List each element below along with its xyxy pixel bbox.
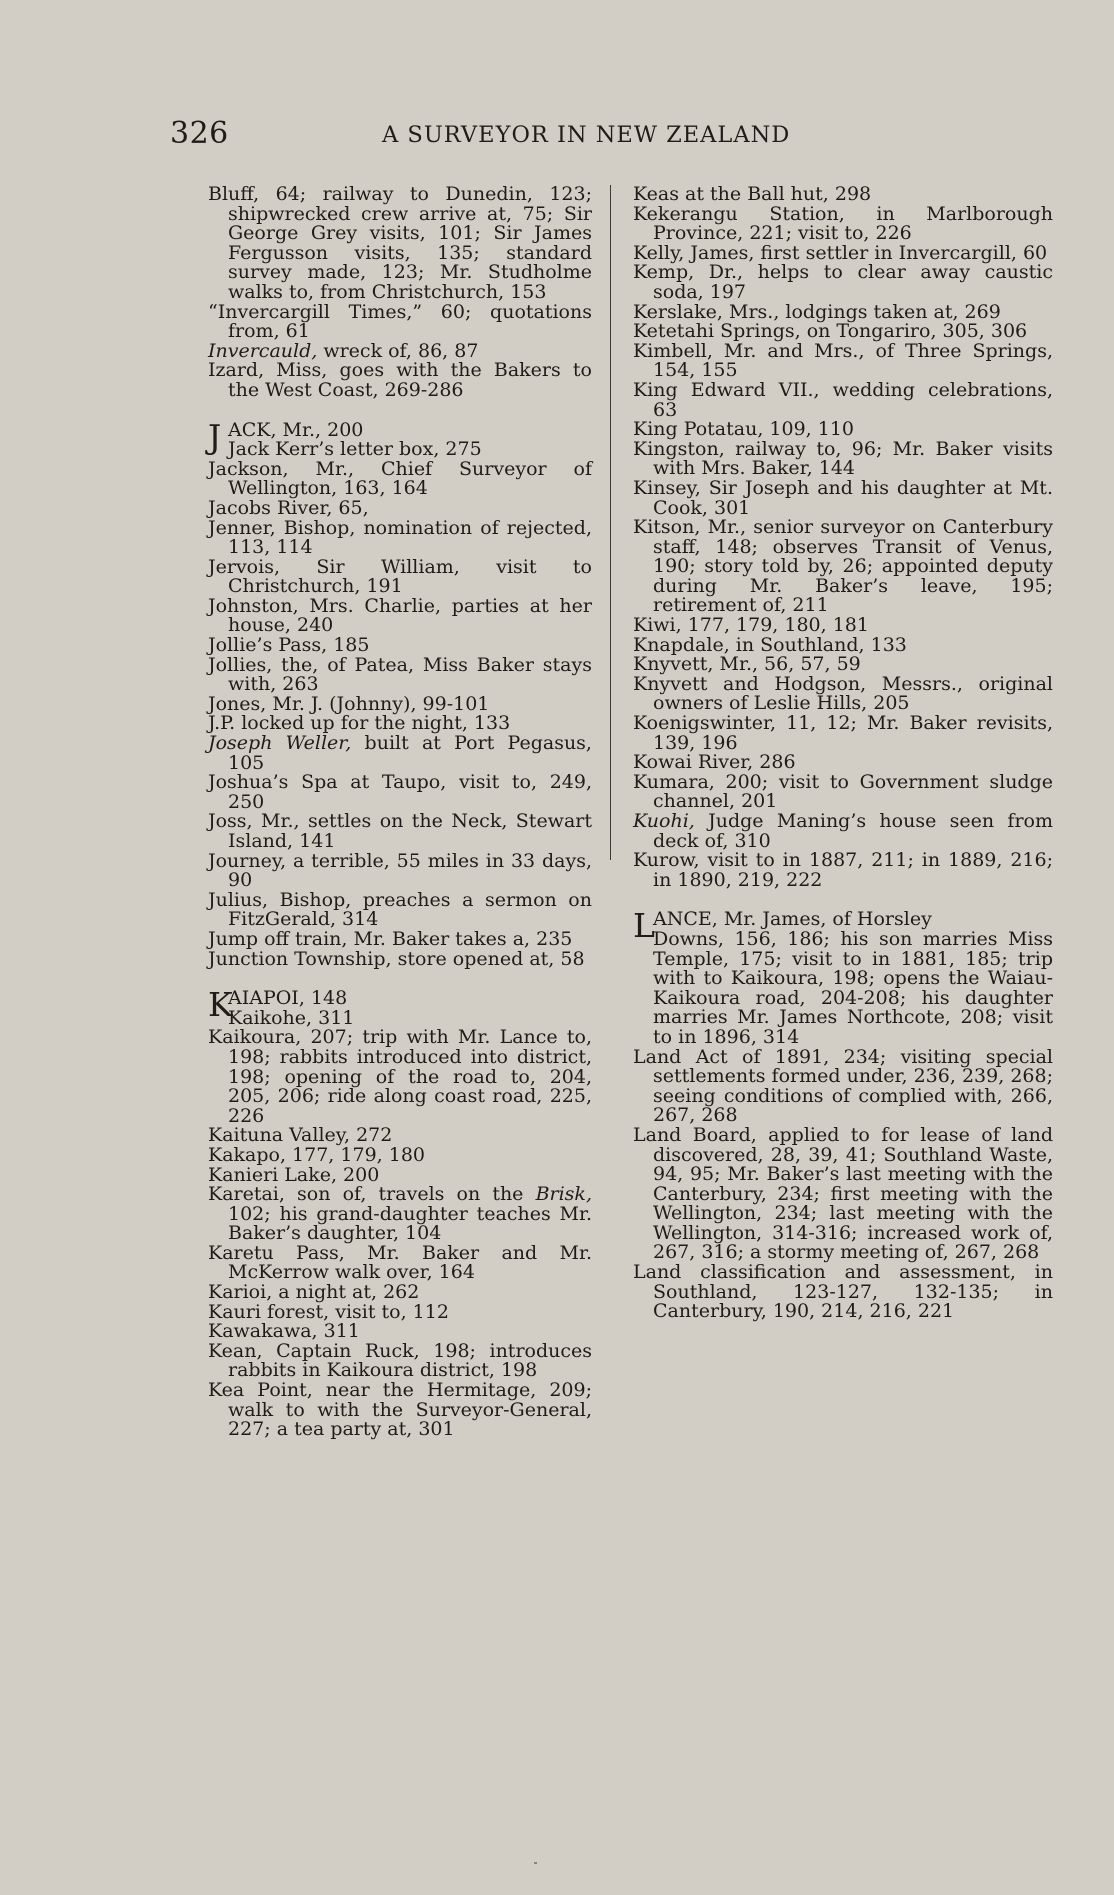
- index-entry: [208, 653, 592, 696]
- index-entry-text: Jackson, Mr., Chief Surveyor of Wellington, 163, 164: [208, 457, 592, 500]
- index-entry-text: Johnston, Mrs. Charlie, parties at her house, 240: [208, 594, 592, 637]
- index-entry: [633, 263, 1053, 302]
- index-entry: [633, 1123, 1053, 1264]
- index-entry-text: Jollie’s Pass, 185: [208, 634, 370, 657]
- index-entry-text: wreck of, 86, 87: [317, 339, 479, 362]
- index-entry-text: Jervois, Sir William, visit to Christchurch, 191: [208, 555, 592, 598]
- entry-italic-title: Kuohi,: [633, 810, 695, 832]
- index-entry-text: Julius, Bishop, preaches a sermon on FitzGerald, 314: [208, 888, 592, 931]
- index-entry: [208, 361, 592, 400]
- index-entry-text: J.P. locked up for the night, 133: [208, 712, 511, 735]
- index-entry-text: 102; his grand-daughter teaches Mr. Baker’s daughter, 104: [228, 1202, 592, 1245]
- index-entry: [633, 518, 1053, 616]
- index-entry: [208, 555, 592, 598]
- initial-letter: J: [208, 416, 222, 456]
- index-entry-text: King Potatau, 109, 110: [633, 418, 855, 441]
- index-entry-text: Ketetahi Springs, on Tongariro, 305, 306: [633, 320, 1028, 343]
- index-entry: [633, 339, 1053, 382]
- index-entry-text: Karioi, a night at, 262: [208, 1281, 420, 1304]
- section-gap: [633, 890, 1053, 910]
- index-entry-text: Kaikohe, 311: [228, 1006, 355, 1029]
- initial-letter: L: [633, 906, 655, 946]
- index-entry-text: Land Board, applied to for lease of land discovered, 28, 39, 41; Southland Waste, 94, 95; Mr. Baker’s last meeting with the Canterbury, 234; first meeting with the Wellington, 234; last meeting with the Wellington, 314-316; increased work of, 267, 316; a stormy meeting of, 267, 268: [633, 1123, 1053, 1264]
- index-entry: [208, 185, 592, 303]
- index-entry-text: Kingston, railway to, 96; Mr. Baker visits with Mrs. Baker, 144: [633, 437, 1053, 480]
- index-entry: [633, 378, 1053, 421]
- index-entry-text: Kawakawa, 311: [208, 1320, 360, 1343]
- entry-italic-title: Brisk,: [535, 1183, 592, 1206]
- section-first-entry: ACK, Mr., 200: [228, 418, 364, 441]
- index-entry: [208, 734, 592, 773]
- index-entry: [208, 1339, 592, 1382]
- index-entry: [633, 1263, 1053, 1322]
- index-entry-text: Knyvett and Hodgson, Messrs., original owners of Leslie Hills, 205: [633, 672, 1053, 715]
- index-entry: [633, 812, 1053, 851]
- initial-letter: K: [208, 985, 233, 1025]
- index-entry-text: Jacobs River, 65,: [208, 496, 369, 519]
- index-entry-text: Kakapo, 177, 179, 180: [208, 1143, 425, 1166]
- index-entry-text: King Edward VII., wedding celebrations, 63: [633, 378, 1053, 421]
- index-entry-text: Journey, a terrible, 55 miles in 33 days, 90: [208, 849, 592, 892]
- index-entry: [633, 851, 1053, 890]
- index-entry: [208, 947, 592, 970]
- index-entry-text: Bluff, 64; railway to Dunedin, 123; shipwrecked crew arrive at, 75; Sir George Grey visits, 101; Sir James Fergusson visits, 135; standard survey made, 123; Mr. Studholme walks to, from Christchurch, 153: [208, 183, 592, 303]
- index-entry: [633, 714, 1053, 753]
- index-entry-text: Knyvett, Mr., 56, 57, 59: [633, 653, 861, 676]
- index-entry: [208, 1028, 592, 1126]
- index-entry-text: Kelly, James, first settler in Invercargill, 60: [633, 241, 1048, 264]
- index-entry-text: Joshua’s Spa at Taupo, visit to, 249, 250: [208, 771, 592, 813]
- index-entry-text: Koenigswinter, 11, 12; Mr. Baker revisits, 139, 196: [633, 712, 1053, 754]
- index-column-left: [208, 185, 592, 1440]
- page-header: [170, 116, 850, 156]
- index-entry: [208, 773, 592, 812]
- index-entry: [208, 888, 592, 931]
- page-speck: [534, 1862, 537, 1864]
- index-entry-text: Jones, Mr. J. (Johnny), 99-101: [208, 692, 490, 715]
- index-entry-text: Kitson, Mr., senior surveyor on Canterbury staff, 148; observes Transit of Venus, 190; story told by, 26; appointed deputy during Mr. Baker’s leave, 195; retirement of, 211: [633, 516, 1053, 617]
- index-entry: [208, 457, 592, 500]
- index-entry-text: Junction Township, store opened at, 58: [208, 947, 585, 970]
- index-entry-text: Kumara, 200; visit to Government sludge channel, 201: [633, 770, 1053, 813]
- index-entry-text: Kekerangu Station, in Marlborough Province, 221; visit to, 226: [633, 202, 1053, 245]
- index-entry-text: Joss, Mr., settles on the Neck, Stewart Island, 141: [208, 810, 592, 852]
- index-entry-text: Kowai River, 286: [633, 751, 796, 774]
- index-entry-text: Kurow, visit to in 1887, 211; in 1889, 216; in 1890, 219, 222: [633, 849, 1053, 891]
- index-entry: [208, 1185, 592, 1244]
- index-entry: [633, 202, 1053, 245]
- index-entry: [633, 476, 1053, 519]
- index-section-start: [208, 985, 592, 1029]
- index-section-start: [208, 416, 592, 461]
- index-entry-text: Downs, 156, 186; his son marries Miss Temple, 175; visit to in 1881, 185; trip with to Kaikoura, 198; opens the Waiau-Kaikoura road, 204-208; his daughter marries Mr. James Northcote, 208; visit to in 1896, 314: [653, 927, 1053, 1048]
- column-divider: [610, 185, 611, 860]
- index-entry-text: “Invercargill Times,” 60; quotations from, 61: [208, 300, 592, 343]
- index-entry-text: Jenner, Bishop, nomination of rejected, 113, 114: [208, 516, 592, 559]
- running-title: A SURVEYOR IN NEW ZEALAND: [382, 122, 791, 148]
- section-gap: [208, 401, 592, 421]
- index-entry: [208, 1241, 592, 1284]
- index-entry: [208, 1381, 592, 1440]
- index-entry: [633, 1045, 1053, 1127]
- index-entry-text: Izard, Miss, goes with the Bakers to the West Coast, 269-286: [208, 359, 592, 401]
- index-entry-text: Karetu Pass, Mr. Baker and Mr. McKerrow walk over, 164: [208, 1241, 592, 1284]
- index-entry: [633, 437, 1053, 480]
- index-entry: [633, 770, 1053, 813]
- index-entry-text: Keas at the Ball hut, 298: [633, 183, 872, 205]
- index-entry-text: Kerslake, Mrs., lodgings taken at, 269: [633, 300, 1001, 323]
- index-entry-text: Kaikoura, 207; trip with Mr. Lance to, 198; rabbits introduced into district, 198; opening of the road to, 204, 205, 206; ride along coast road, 225, 226: [208, 1026, 592, 1127]
- index-entry: [208, 594, 592, 637]
- index-entry: [208, 812, 592, 851]
- index-entry-text: Jump off train, Mr. Baker takes a, 235: [208, 927, 573, 950]
- index-entry-text: Land Act of 1891, 234; visiting special settlements formed under, 236, 239, 268; seeing conditions of complied with, 266, 267, 268: [633, 1045, 1053, 1127]
- index-entry-text: Jack Kerr’s letter box, 275: [228, 438, 482, 461]
- index-entry-text: Kaituna Valley, 272: [208, 1124, 393, 1147]
- index-entry-text: Jollies, the, of Patea, Miss Baker stays with, 263: [208, 653, 592, 696]
- index-entry: [208, 516, 592, 559]
- index-entry-text: Knapdale, in Southland, 133: [633, 633, 907, 656]
- index-entry-text: Judge Maning’s house seen from deck of, 310: [653, 810, 1053, 852]
- index-entry-text: Kiwi, 177, 179, 180, 181: [633, 614, 869, 637]
- index-entry-text: Kea Point, near the Hermitage, 209; walk to with the Surveyor-General, 227; a tea party at, 301: [208, 1379, 592, 1441]
- index-entry: [208, 849, 592, 892]
- index-entry-text: Kauri forest, visit to, 112: [208, 1300, 449, 1323]
- section-gap: [208, 969, 592, 989]
- section-first-entry: ANCE, Mr. James, of Horsley: [653, 908, 932, 931]
- index-entry-text: Kinsey, Sir Joseph and his daughter at Mt. Cook, 301: [633, 476, 1053, 519]
- index-entry-text: Land classification and assessment, in Southland, 123-127, 132-135; in Canterbury, 190, 214, 216, 221: [633, 1261, 1053, 1323]
- index-entry-text: Kanieri Lake, 200: [208, 1163, 380, 1186]
- section-first-entry: AIAPOI, 148: [228, 987, 348, 1010]
- index-entry-text: Kemp, Dr., helps to clear away caustic soda, 197: [633, 261, 1053, 303]
- index-entry-text: built at Port Pegasus, 105: [228, 732, 592, 774]
- entry-italic-title: Joseph Weller,: [208, 732, 352, 755]
- index-entry-text: Kimbell, Mr. and Mrs., of Three Springs, 154, 155: [633, 339, 1053, 382]
- page-number: 326: [170, 116, 229, 151]
- index-column-right: [633, 185, 1053, 1322]
- index-entry-text: Karetai, son of, travels on the: [208, 1183, 536, 1206]
- entry-italic-title: Invercauld,: [208, 339, 318, 362]
- index-entry: [208, 300, 592, 343]
- index-section-start: [633, 906, 1053, 1048]
- index-entry: [633, 672, 1053, 715]
- index-entry-text: Kean, Captain Ruck, 198; introduces rabbits in Kaikoura district, 198: [208, 1339, 592, 1382]
